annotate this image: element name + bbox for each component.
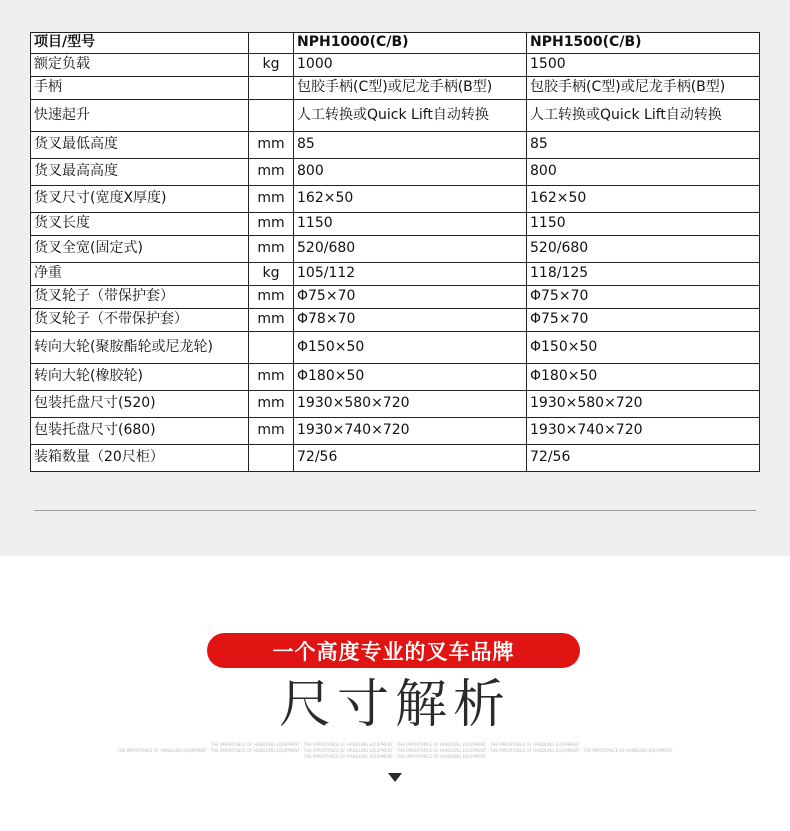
- row-model-2-value: 1930×740×720: [527, 418, 760, 445]
- row-model-1-value: 包胶手柄(C型)或尼龙手柄(B型): [294, 77, 527, 100]
- row-model-2-value: Φ75×70: [527, 309, 760, 332]
- table-header-row: [31, 33, 760, 54]
- row-model-1-value: 1000: [294, 54, 527, 77]
- row-item-label: 包装托盘尺寸(520): [31, 391, 249, 418]
- row-model-2-value: 人工转换或Quick Lift自动转换: [527, 100, 760, 132]
- header-model-1: NPH1000(C/B): [294, 33, 527, 54]
- row-unit: kg: [249, 263, 294, 286]
- row-unit: mm: [249, 418, 294, 445]
- row-item-label: 货叉最高高度: [31, 159, 249, 186]
- row-item-label: 装箱数量（20尺柜）: [31, 445, 249, 472]
- row-model-2-value: 85: [527, 132, 760, 159]
- row-unit: [249, 77, 294, 100]
- down-arrow-icon: [388, 773, 402, 782]
- row-model-1-value: 1930×580×720: [294, 391, 527, 418]
- row-item-label: 货叉轮子（不带保护套）: [31, 309, 249, 332]
- table-row: [31, 186, 760, 213]
- row-unit: mm: [249, 186, 294, 213]
- row-item-label: 货叉轮子（带保护套）: [31, 286, 249, 309]
- row-model-1-value: Φ78×70: [294, 309, 527, 332]
- row-model-1-value: 800: [294, 159, 527, 186]
- row-model-2-value: 72/56: [527, 445, 760, 472]
- table-row: [31, 418, 760, 445]
- table-row: [31, 263, 760, 286]
- row-model-1-value: Φ150×50: [294, 332, 527, 364]
- row-item-label: 货叉长度: [31, 213, 249, 236]
- row-unit: [249, 100, 294, 132]
- row-model-1-value: Φ180×50: [294, 364, 527, 391]
- row-model-1-value: 1150: [294, 213, 527, 236]
- table-row: [31, 445, 760, 472]
- table-row: [31, 213, 760, 236]
- row-item-label: 额定负载: [31, 54, 249, 77]
- row-model-2-value: 520/680: [527, 236, 760, 263]
- table-row: [31, 332, 760, 364]
- slogan-banner: [207, 633, 580, 668]
- row-item-label: 货叉全宽(固定式): [31, 236, 249, 263]
- caption-line: THE IMPORTANCE OF HANDLING EQUIPMENT · THE IMPORTANCE OF HANDLING EQUIPMENT · THE IMPORTANCE OF HANDLING EQUIPMENT · THE IMPORTANCE OF HANDLING EQUIPMENT · THE IMPORTANCE OF HANDLING EQUIPMENT · THE IMPORTANCE OF HANDLING EQUIPMENT: [117, 748, 673, 753]
- row-unit: mm: [249, 132, 294, 159]
- row-model-2-value: 800: [527, 159, 760, 186]
- header-item: 项目/型号: [31, 33, 249, 54]
- spec-table: [30, 32, 760, 472]
- row-model-2-value: 1150: [527, 213, 760, 236]
- header-unit: [249, 33, 294, 54]
- table-row: [31, 309, 760, 332]
- row-model-1-value: 162×50: [294, 186, 527, 213]
- row-unit: mm: [249, 236, 294, 263]
- row-item-label: 包装托盘尺寸(680): [31, 418, 249, 445]
- row-item-label: 货叉尺寸(宽度X厚度): [31, 186, 249, 213]
- caption-line: THE IMPORTANCE OF HANDLING EQUIPMENT · THE IMPORTANCE OF HANDLING EQUIPMENT · THE IMPORTANCE OF HANDLING EQUIPMENT · THE IMPORTANCE OF HANDLING EQUIPMENT: [210, 742, 580, 747]
- row-model-2-value: Φ75×70: [527, 286, 760, 309]
- table-row: [31, 132, 760, 159]
- row-model-1-value: 1930×740×720: [294, 418, 527, 445]
- row-unit: [249, 445, 294, 472]
- table-row: [31, 391, 760, 418]
- row-model-1-value: 72/56: [294, 445, 527, 472]
- row-item-label: 货叉最低高度: [31, 132, 249, 159]
- row-model-1-value: Φ75×70: [294, 286, 527, 309]
- row-model-1-value: 人工转换或Quick Lift自动转换: [294, 100, 527, 132]
- row-unit: [249, 332, 294, 364]
- row-item-label: 转向大轮(橡胶轮): [31, 364, 249, 391]
- row-model-1-value: 105/112: [294, 263, 527, 286]
- row-unit: kg: [249, 54, 294, 77]
- row-unit: mm: [249, 213, 294, 236]
- row-model-2-value: Φ180×50: [527, 364, 760, 391]
- table-row: [31, 54, 760, 77]
- row-model-2-value: 118/125: [527, 263, 760, 286]
- row-model-2-value: 162×50: [527, 186, 760, 213]
- table-row: [31, 77, 760, 100]
- row-model-2-value: 包胶手柄(C型)或尼龙手柄(B型): [527, 77, 760, 100]
- row-item-label: 快速起升: [31, 100, 249, 132]
- row-unit: mm: [249, 309, 294, 332]
- row-unit: mm: [249, 391, 294, 418]
- table-row: [31, 364, 760, 391]
- header-model-2: NPH1500(C/B): [527, 33, 760, 54]
- caption-line: THE IMPORTANCE OF HANDLING EQUIPMENT · THE IMPORTANCE OF HANDLING EQUIPMENT: [303, 754, 487, 759]
- slogan-text: 一个高度专业的叉车品牌: [272, 639, 515, 664]
- row-unit: mm: [249, 159, 294, 186]
- section-title: 尺寸解析: [278, 675, 511, 735]
- row-unit: mm: [249, 286, 294, 309]
- row-item-label: 转向大轮(聚胺酯轮或尼龙轮): [31, 332, 249, 364]
- table-row: [31, 236, 760, 263]
- row-model-1-value: 520/680: [294, 236, 527, 263]
- table-row: [31, 159, 760, 186]
- row-model-2-value: 1930×580×720: [527, 391, 760, 418]
- row-model-2-value: Φ150×50: [527, 332, 760, 364]
- table-row: [31, 100, 760, 132]
- row-model-2-value: 1500: [527, 54, 760, 77]
- row-unit: mm: [249, 364, 294, 391]
- row-item-label: 净重: [31, 263, 249, 286]
- table-row: [31, 286, 760, 309]
- row-item-label: 手柄: [31, 77, 249, 100]
- section-divider: [34, 510, 756, 511]
- row-model-1-value: 85: [294, 132, 527, 159]
